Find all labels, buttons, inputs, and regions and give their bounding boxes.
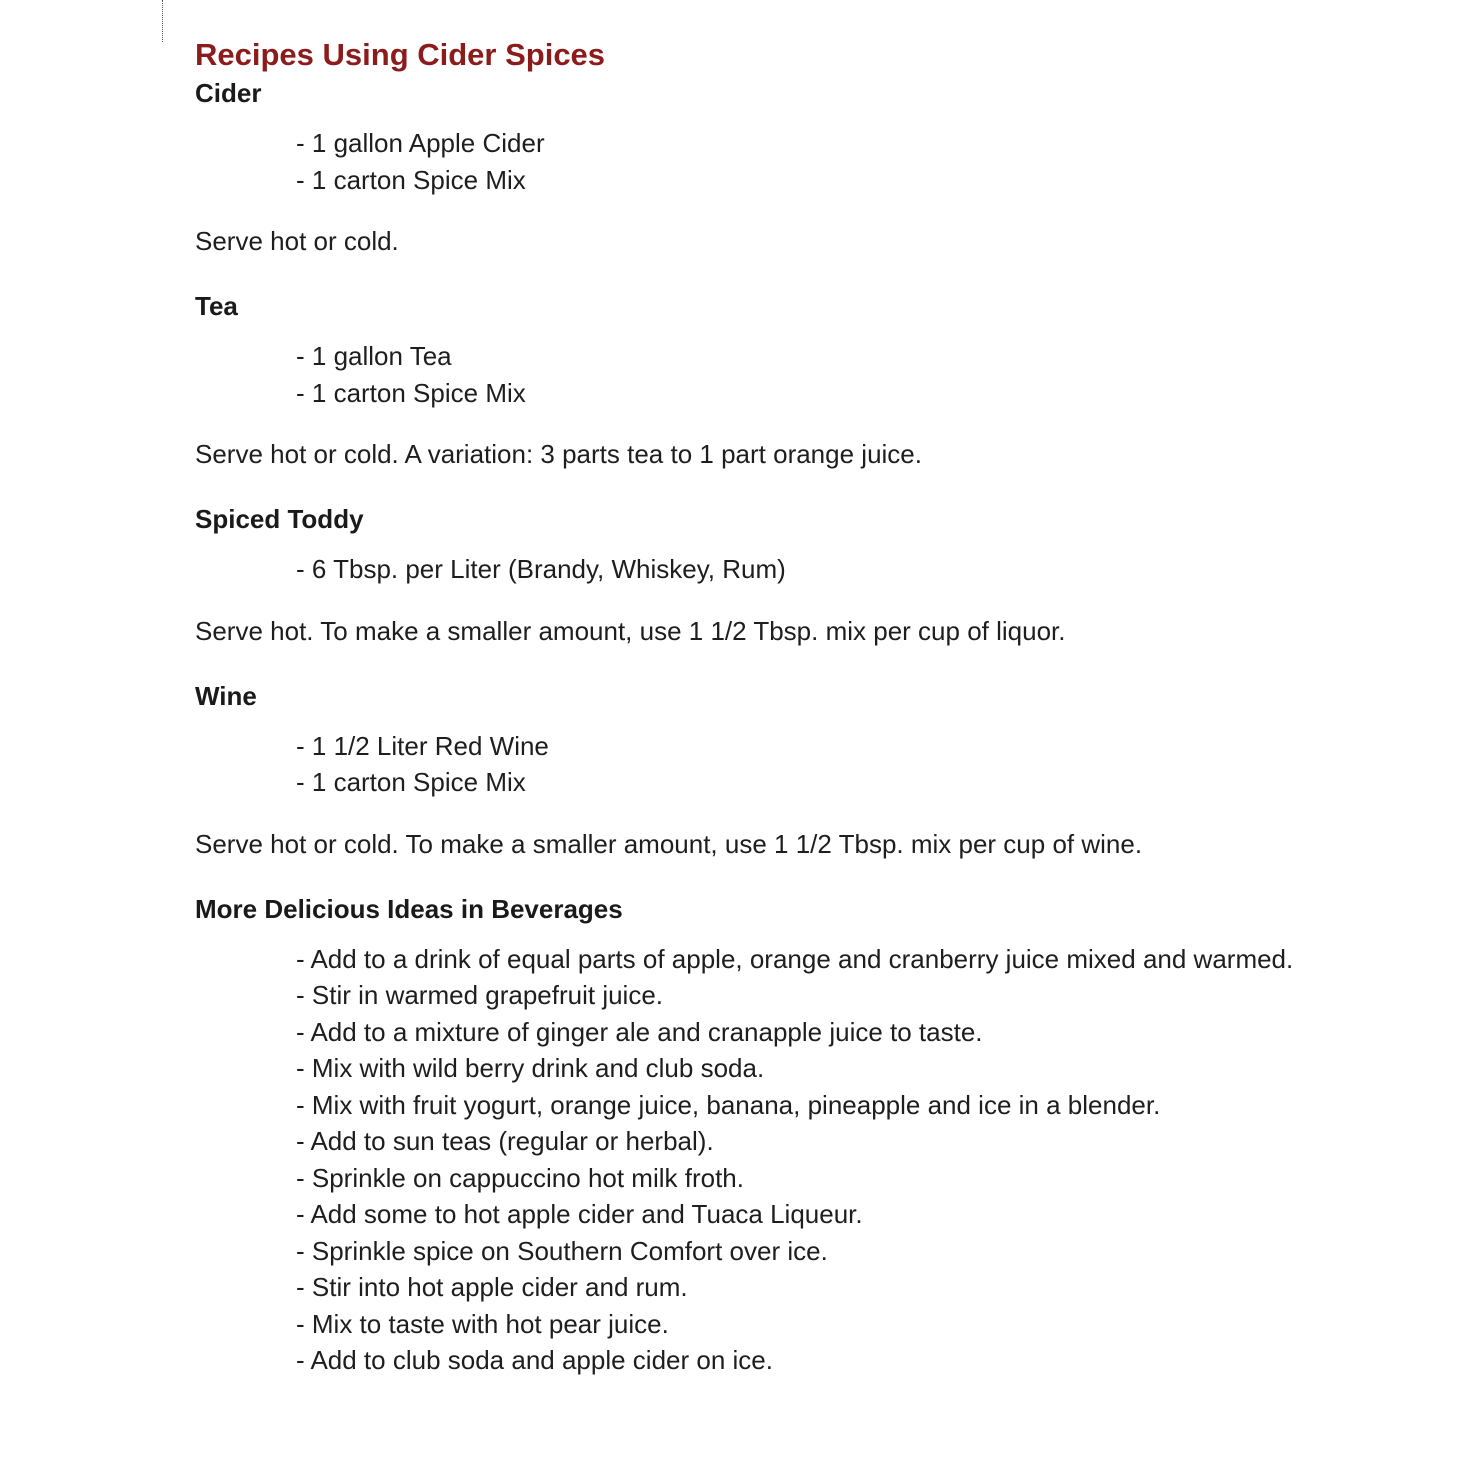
recipe-title: Spiced Toddy [195, 504, 364, 534]
idea-item: - Stir in warmed grapefruit juice. [296, 980, 664, 1010]
ideas-title: More Delicious Ideas in Beverages [195, 893, 623, 924]
ingredient-list [195, 551, 1435, 588]
recipe-instruction: Serve hot or cold. A variation: 3 parts tea to 1 part orange juice. [195, 439, 922, 469]
recipe-spiced-toddy [195, 502, 1435, 648]
left-edge-divider [162, 0, 163, 42]
recipe-instruction: Serve hot or cold. To make a smaller amount, use 1 1/2 Tbsp. mix per cup of wine. [195, 828, 1143, 859]
recipe-instruction: Serve hot or cold. [195, 226, 399, 256]
recipe-instruction: Serve hot. To make a smaller amount, use 1 1/2 Tbsp. mix per cup of liquor. [195, 615, 1066, 646]
recipe-content [195, 34, 1435, 1379]
idea-item: - Add to sun teas (regular or herbal). [296, 1126, 714, 1156]
idea-item: - Stir into hot apple cider and rum. [296, 1272, 688, 1302]
ingredient-list [195, 125, 1435, 198]
idea-item: - Sprinkle spice on Southern Comfort over ice. [296, 1235, 828, 1266]
beverage-ideas [195, 892, 1435, 1379]
recipe-tea [195, 289, 1435, 471]
ingredient-item: - 1 carton Spice Mix [296, 767, 526, 797]
ingredient-item: - 1 gallon Apple Cider [296, 128, 545, 158]
idea-item: - Add some to hot apple cider and Tuaca Liqueur. [296, 1199, 863, 1229]
idea-item: - Add to a drink of equal parts of apple, orange and cranberry juice mixed and warmed. [296, 943, 1294, 974]
recipe-title: Tea [195, 291, 238, 321]
page-title: Recipes Using Cider Spices [195, 37, 606, 72]
idea-item: - Sprinkle on cappuccino hot milk froth. [296, 1162, 744, 1193]
ingredient-item: - 6 Tbsp. per Liter (Brandy, Whiskey, Rum) [296, 554, 786, 584]
recipe-cider [195, 76, 1435, 258]
ingredient-list [195, 728, 1435, 801]
recipe-wine [195, 679, 1435, 861]
idea-item: - Add to club soda and apple cider on ice. [296, 1345, 773, 1375]
ingredient-item: - 1 gallon Tea [296, 341, 452, 371]
idea-item: - Add to a mixture of ginger ale and cranapple juice to taste. [296, 1016, 983, 1047]
recipe-title: Wine [195, 680, 257, 711]
idea-item: - Mix with fruit yogurt, orange juice, banana, pineapple and ice in a blender. [296, 1089, 1161, 1120]
ingredient-list [195, 338, 1435, 411]
idea-item: - Mix to taste with hot pear juice. [296, 1308, 669, 1339]
ingredient-item: - 1 1/2 Liter Red Wine [296, 730, 549, 761]
ingredient-item: - 1 carton Spice Mix [296, 377, 526, 408]
ideas-list [195, 941, 1435, 1379]
idea-item: - Mix with wild berry drink and club soda. [296, 1053, 765, 1083]
recipe-title: Cider [195, 78, 262, 108]
ingredient-item: - 1 carton Spice Mix [296, 164, 526, 195]
